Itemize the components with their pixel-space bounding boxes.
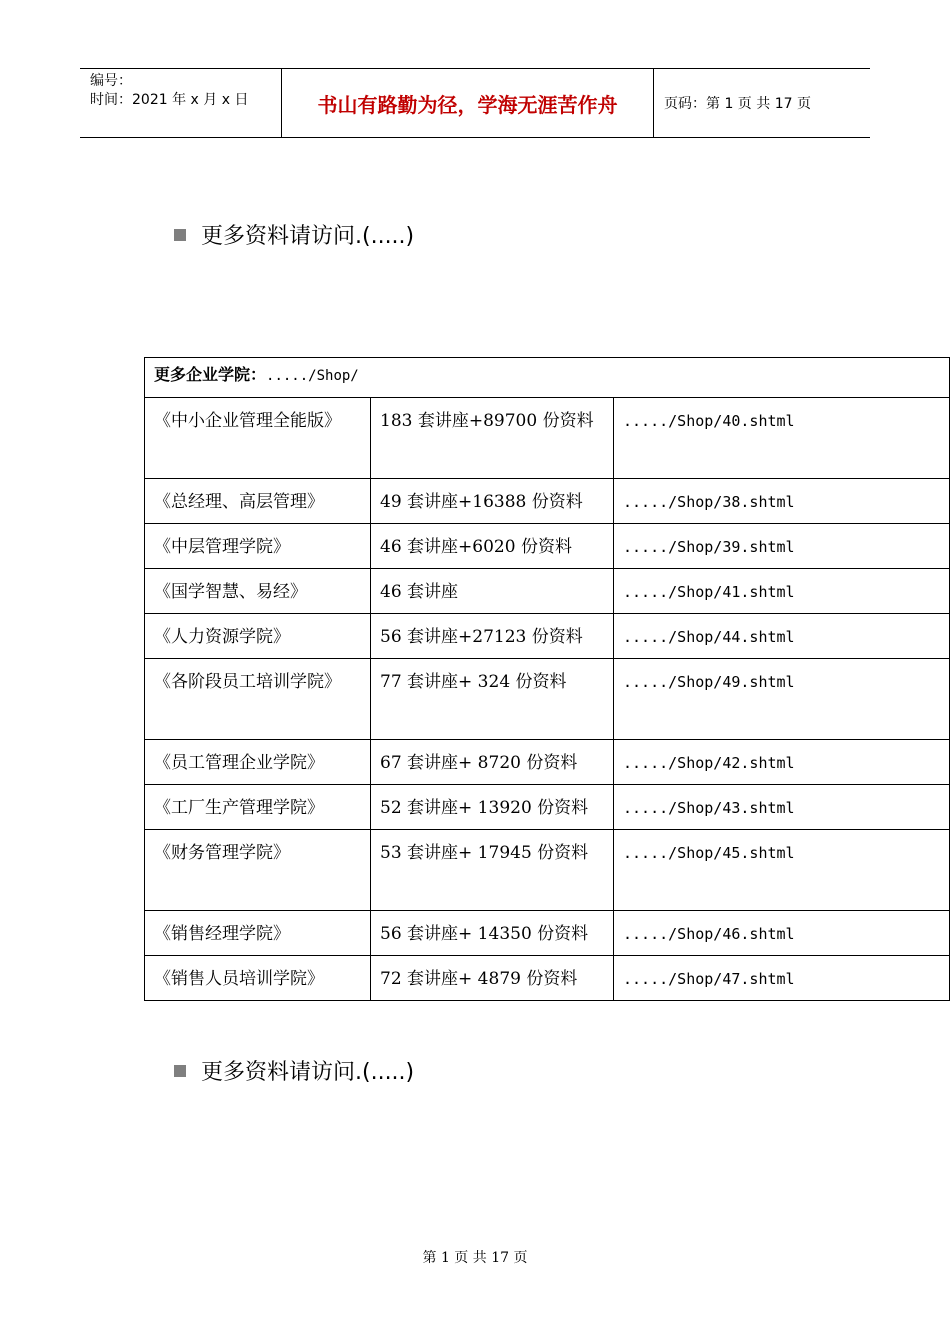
course-content: 49 套讲座+16388 份资料 — [371, 479, 614, 524]
course-content: 53 套讲座+ 17945 份资料 — [371, 830, 614, 911]
course-name: 《总经理、高层管理》 — [145, 479, 371, 524]
course-content: 52 套讲座+ 13920 份资料 — [371, 785, 614, 830]
table-row — [145, 830, 950, 911]
course-name: 《中小企业管理全能版》 — [145, 398, 371, 479]
square-bullet-icon — [174, 229, 186, 241]
course-name: 《工厂生产管理学院》 — [145, 785, 371, 830]
table-row — [145, 524, 950, 569]
document-date: 时间：2021 年 x 月 x 日 — [90, 92, 249, 108]
visit-text: 更多资料请访问.(.....) — [201, 224, 415, 249]
header-page-info: 页码：第 1 页 共 17 页 — [664, 96, 811, 112]
visit-line-bottom — [174, 1055, 414, 1086]
page-footer: 第 1 页 共 17 页 — [422, 1250, 528, 1266]
table-row — [145, 740, 950, 785]
table-row — [145, 911, 950, 956]
course-url[interactable]: ...../Shop/40.shtml — [614, 398, 950, 479]
course-content: 46 套讲座 — [371, 569, 614, 614]
course-url[interactable]: ...../Shop/39.shtml — [614, 524, 950, 569]
course-url[interactable]: ...../Shop/46.shtml — [614, 911, 950, 956]
course-content: 183 套讲座+89700 份资料 — [371, 398, 614, 479]
course-url[interactable]: ...../Shop/38.shtml — [614, 479, 950, 524]
course-url[interactable]: ...../Shop/45.shtml — [614, 830, 950, 911]
table-header-cell — [145, 358, 950, 398]
course-name: 《销售人员培训学院》 — [145, 956, 371, 1001]
course-url[interactable]: ...../Shop/44.shtml — [614, 614, 950, 659]
course-name: 《财务管理学院》 — [145, 830, 371, 911]
course-content: 67 套讲座+ 8720 份资料 — [371, 740, 614, 785]
table-row — [145, 659, 950, 740]
table-row — [145, 956, 950, 1001]
document-number: 编号： — [90, 73, 132, 89]
course-name: 《销售经理学院》 — [145, 911, 371, 956]
course-name: 《人力资源学院》 — [145, 614, 371, 659]
visit-text: 更多资料请访问.(.....) — [201, 1060, 415, 1085]
table-row — [145, 479, 950, 524]
table-header-row — [145, 358, 950, 398]
table-header-url: ...../Shop/ — [266, 368, 359, 384]
academy-table — [144, 357, 950, 1001]
document-header — [80, 68, 870, 138]
table-row — [145, 569, 950, 614]
table-header-label: 更多企业学院： — [154, 365, 267, 384]
square-bullet-icon — [174, 1065, 186, 1077]
header-motto: 书山有路勤为径，学海无涯苦作舟 — [281, 69, 654, 137]
course-content: 77 套讲座+ 324 份资料 — [371, 659, 614, 740]
course-content: 72 套讲座+ 4879 份资料 — [371, 956, 614, 1001]
course-url[interactable]: ...../Shop/41.shtml — [614, 569, 950, 614]
course-content: 46 套讲座+6020 份资料 — [371, 524, 614, 569]
course-name: 《员工管理企业学院》 — [145, 740, 371, 785]
table-row — [145, 614, 950, 659]
table-body — [145, 398, 950, 1001]
course-url[interactable]: ...../Shop/42.shtml — [614, 740, 950, 785]
course-url[interactable]: ...../Shop/47.shtml — [614, 956, 950, 1001]
course-name: 《各阶段员工培训学院》 — [145, 659, 371, 740]
table-row — [145, 398, 950, 479]
visit-line-top — [174, 219, 414, 250]
course-name: 《中层管理学院》 — [145, 524, 371, 569]
course-content: 56 套讲座+ 14350 份资料 — [371, 911, 614, 956]
course-name: 《国学智慧、易经》 — [145, 569, 371, 614]
course-url[interactable]: ...../Shop/43.shtml — [614, 785, 950, 830]
course-url[interactable]: ...../Shop/49.shtml — [614, 659, 950, 740]
header-meta — [80, 69, 281, 137]
course-content: 56 套讲座+27123 份资料 — [371, 614, 614, 659]
table-row — [145, 785, 950, 830]
